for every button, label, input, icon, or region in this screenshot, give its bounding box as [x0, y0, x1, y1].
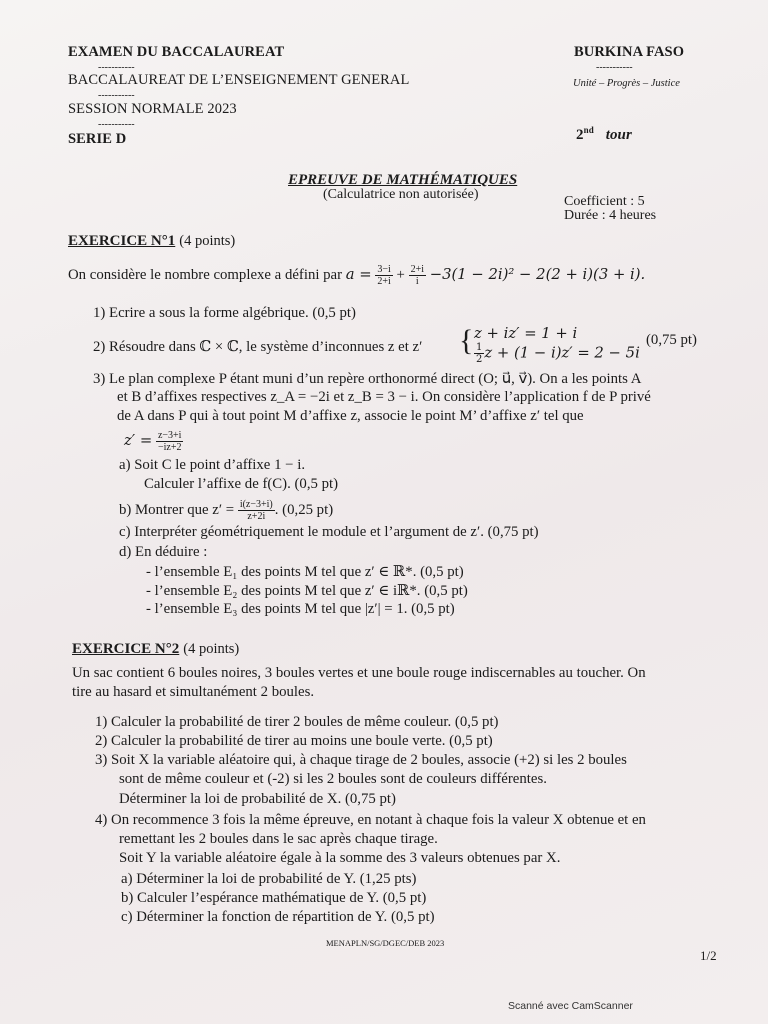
ex2-question-3-line-2: sont de même couleur et (-2) si les 2 boules sont de couleurs différentes.	[119, 771, 547, 787]
ex2-question-4-line-3: Soit Y la variable aléatoire égale à la somme des 3 valeurs obtenues par X.	[119, 850, 561, 866]
duration: Durée : 4 heures	[564, 208, 657, 223]
coefficient: Coefficient : 5	[564, 194, 645, 209]
separator: -----------	[98, 62, 135, 73]
ex1-q3a-line-1: a) Soit C le point d’affixe 1 − i.	[119, 457, 306, 473]
bac-label: BACCALAUREAT DE L’ENSEIGNEMENT GENERAL	[68, 72, 410, 88]
national-motto: Unité – Progrès – Justice	[573, 78, 680, 89]
exam-subtitle: (Calculatrice non autorisée)	[323, 187, 479, 202]
session-label: SESSION NORMALE 2023	[68, 101, 237, 117]
scanner-watermark: Scanné avec CamScanner	[508, 1000, 633, 1012]
ex1-question-3-line-2: et B d’affixes respectives z_A = −2i et z_B = 3 − i. On considère l’application f de P privé	[117, 389, 651, 405]
exercise-2-intro-line-1: Un sac contient 6 boules noires, 3 boules vertes et une boule rouge indiscernables au toucher. On	[72, 665, 646, 681]
zprime-definition: z′ = $\frac{z-3+i}{-iz+2}$	[124, 430, 182, 453]
ex1-question-1: 1) Ecrire a sous la forme algébrique. (0,5 pt)	[93, 305, 356, 321]
ex1-q3d-item-3: - l’ensemble E₃ des points M tel que |z′| = 1. (0,5 pt)	[146, 601, 455, 617]
ex1-q3a-line-2: Calculer l’affixe de f(C). (0,5 pt)	[144, 476, 339, 492]
ex1-question-3-line-1: 3) Le plan complexe P étant muni d’un repère orthonormé direct (O; u⃗, v⃗). On a les points A	[93, 371, 642, 387]
tour-label: 2nd tour	[576, 125, 632, 143]
ex1-q3d-item-2: - l’ensemble E₂ des points M tel que z′ ∈ iℝ*. (0,5 pt)	[146, 583, 468, 599]
document-code: MENAPLN/SG/DGEC/DEB 2023	[326, 938, 445, 948]
system-equation-1: z + iz′ = 1 + i	[474, 325, 578, 342]
ex1-q2-points: (0,75 pt)	[646, 332, 697, 348]
system-brace: {	[459, 324, 474, 357]
ex1-question-3-line-3: de A dans P qui à tout point M d’affixe z, associe le point M’ d’affixe z′ tel que	[117, 408, 584, 424]
page-number: 1/2	[700, 948, 717, 963]
ex1-question-2: 2) Résoudre dans ℂ × ℂ, le système d’inconnues z et z′	[93, 339, 423, 355]
ex2-question-3-line-3: Déterminer la loi de probabilité de X. (0,75 pt)	[119, 791, 396, 807]
exercise-1-intro: On considère le nombre complexe a défini par a = $\frac{3-i}{2+i}$ + $\frac{2+i}{i}$ −3(1 − 2i)² − 2(2 + i)(3 + i).	[68, 264, 646, 287]
exercise-1-heading: EXERCICE N°1 (4 points)	[68, 233, 236, 249]
country-name: BURKINA FASO	[574, 44, 685, 60]
system-equation-2: $\frac{1}{2}$ z + (1 − i)z′ = 2 − 5i	[476, 342, 640, 365]
ex2-q4b: b) Calculer l’espérance mathématique de Y. (0,5 pt)	[121, 890, 427, 906]
ex1-q3b: b) Montrer que z′ = $\frac{i(z-3+i)}{z+2i}$ . (0,25 pt)	[119, 499, 334, 522]
exam-label: EXAMEN DU BACCALAUREAT	[68, 44, 285, 60]
ex1-q3c: c) Interpréter géométriquement le module et l’argument de z′. (0,75 pt)	[119, 524, 539, 540]
serie-label: SERIE D	[68, 131, 127, 147]
exercise-2-heading: EXERCICE N°2 (4 points)	[72, 641, 240, 657]
separator: -----------	[596, 62, 633, 73]
exercise-2-intro-line-2: tire au hasard et simultanément 2 boules.	[72, 684, 315, 700]
exam-title: EPREUVE DE MATHÉMATIQUES	[288, 172, 518, 188]
separator: -----------	[98, 119, 135, 130]
ex2-question-1: 1) Calculer la probabilité de tirer 2 boules de même couleur. (0,5 pt)	[95, 714, 499, 730]
separator: -----------	[98, 90, 135, 101]
ex2-question-2: 2) Calculer la probabilité de tirer au moins une boule verte. (0,5 pt)	[95, 733, 493, 749]
ex1-q3d: d) En déduire :	[119, 544, 208, 560]
ex2-question-3-line-1: 3) Soit X la variable aléatoire qui, à chaque tirage de 2 boules, associe (+2) si les 2 boules	[95, 752, 627, 768]
ex2-q4c: c) Déterminer la fonction de répartition de Y. (0,5 pt)	[121, 909, 435, 925]
ex2-question-4-line-1: 4) On recommence 3 fois la même épreuve, en notant à chaque fois la valeur X obtenue et en	[95, 812, 646, 828]
ex2-q4a: a) Déterminer la loi de probabilité de Y. (1,25 pts)	[121, 871, 417, 887]
ex1-q3d-item-1: - l’ensemble E₁ des points M tel que z′ ∈ ℝ*. (0,5 pt)	[146, 564, 464, 580]
ex2-question-4-line-2: remettant les 2 boules dans le sac après chaque tirage.	[119, 831, 438, 847]
